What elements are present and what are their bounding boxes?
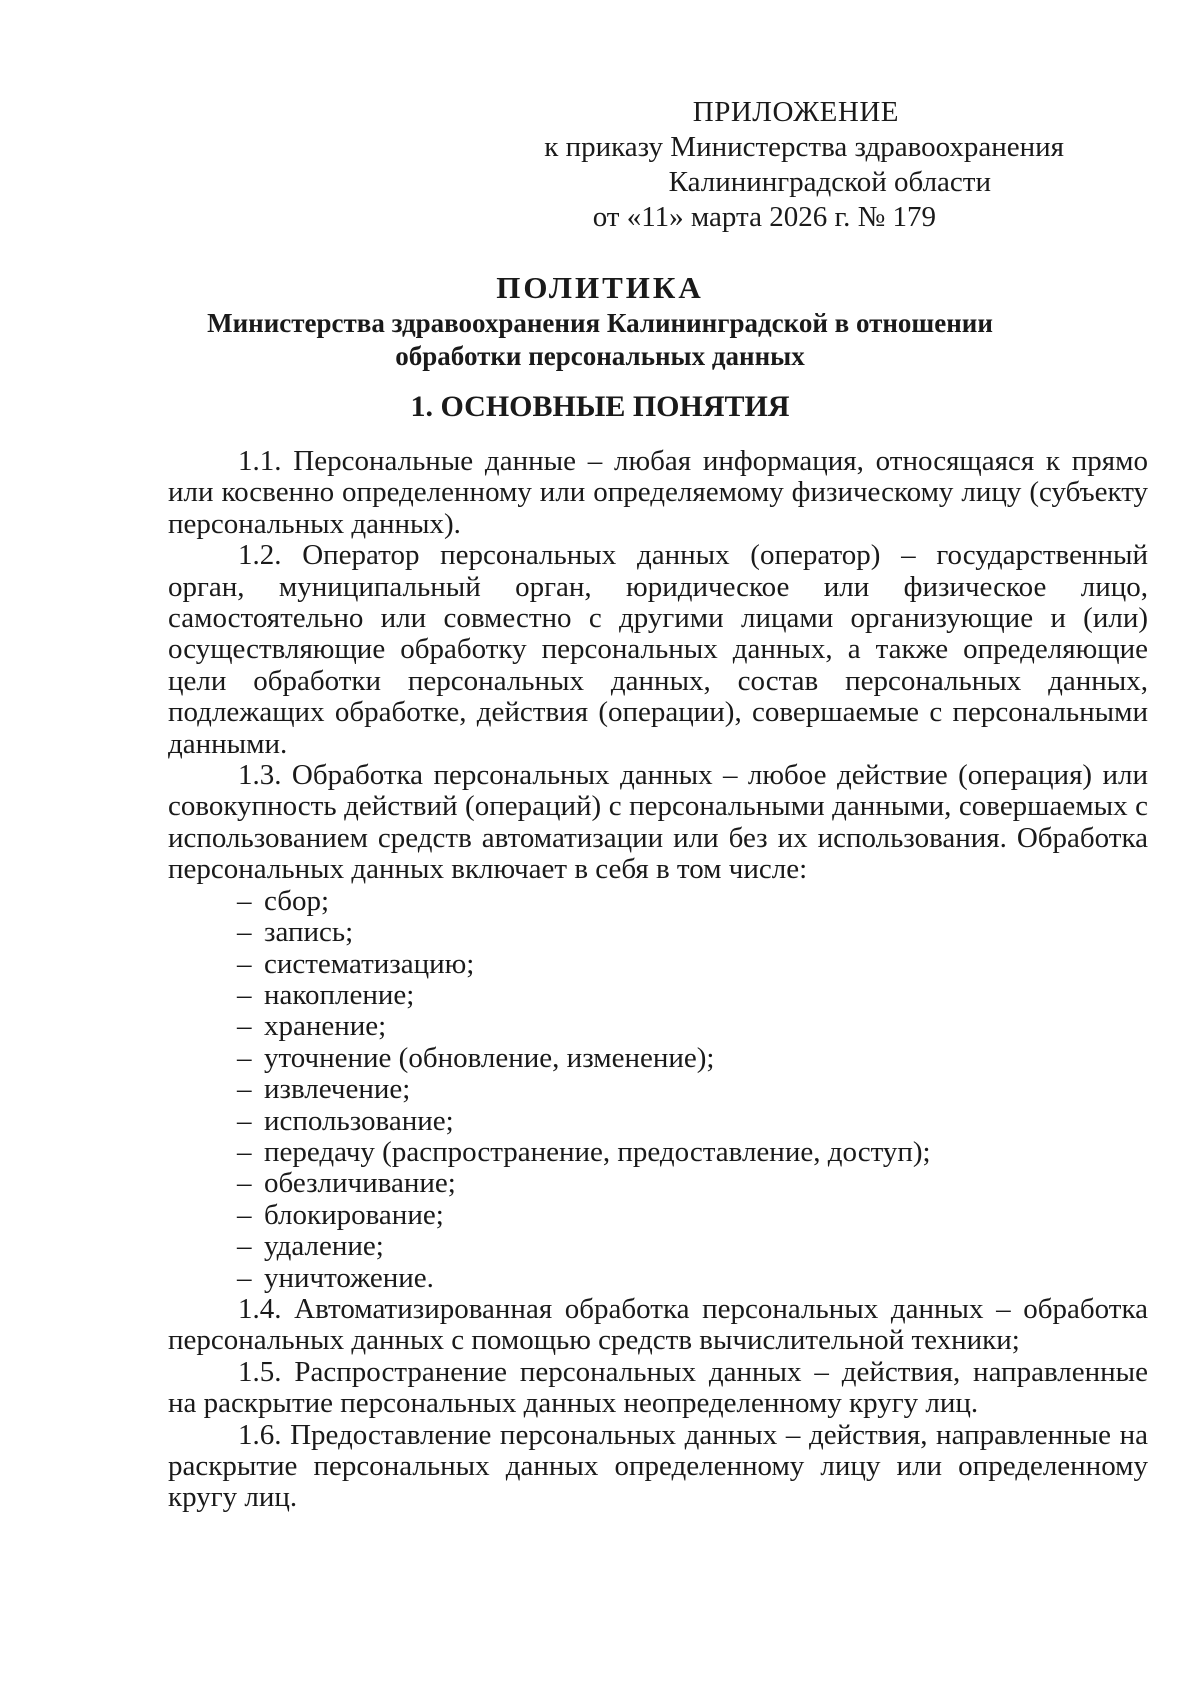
dash-marker: – [237, 1198, 252, 1231]
dash-marker: – [237, 1104, 252, 1137]
appendix-label: ПРИЛОЖЕНИЕ [692, 96, 899, 128]
dash-marker: – [237, 1261, 252, 1294]
dash-marker: – [237, 1073, 252, 1106]
list-item: – передачу (распространение, предоставление, доступ); [237, 1135, 931, 1168]
section-heading: 1. ОСНОВНЫЕ ПОНЯТИЯ [410, 390, 790, 423]
dash-marker: – [237, 916, 252, 949]
list-item: – извлечение; [237, 1073, 411, 1106]
list-item: – запись; [237, 916, 354, 949]
paragraph-1-6: 1.6. Предоставление персональных данных – действия, направленные на раскрытие персональных данных определенному лицу или определенному кругу лиц. [168, 1418, 1148, 1514]
dash-marker: – [237, 1010, 252, 1043]
appendix-block [535, 95, 1095, 235]
appendix-order-ref: к приказу Министерства здравоохранения [544, 131, 1064, 163]
dash-marker: – [237, 978, 252, 1011]
dash-marker: – [237, 1167, 252, 1200]
dash-marker: – [237, 884, 252, 917]
dash-marker: – [237, 1230, 252, 1263]
dash-marker: – [237, 947, 252, 980]
list-item: – накопление; [237, 978, 415, 1011]
list-item: – обезличивание; [237, 1167, 456, 1200]
dash-marker: – [237, 1041, 252, 1074]
list-item: – хранение; [237, 1010, 387, 1043]
list-item: – уничтожение. [237, 1261, 434, 1294]
paragraph-1-5: 1.5. Распространение персональных данных – действия, направленные на раскрытие персональных данных неопределенному кругу лиц. [168, 1355, 1148, 1420]
paragraph-1-4: 1.4. Автоматизированная обработка персональных данных – обработка персональных данных с помощью средств вычислительной техники; [168, 1292, 1148, 1357]
appendix-region: Калининградской области [668, 166, 991, 198]
list-item: – удаление; [237, 1230, 384, 1263]
list-item: – сбор; [237, 884, 330, 917]
list-item: – блокирование; [237, 1198, 444, 1231]
document-subtitle: Министерства здравоохранения Калининградской в отношении обработки персональных данных [207, 308, 993, 371]
appendix-date-number: от «11» марта 2026 г. № 179 [592, 201, 936, 233]
list-item: – уточнение (обновление, изменение); [237, 1041, 715, 1074]
list-item: – систематизацию; [237, 947, 475, 980]
document-title: ПОЛИТИКА [496, 270, 704, 305]
paragraph-1-2: 1.2. Оператор персональных данных (оператор) – государственный орган, муниципальный орган, юридическое или физическое лицо, самостоятельно или совместно с другими лицами организующие и (или) осуществляющие обработку персональных данных, а также определяющие цели обработки персональных данных, состав персональных данных, подлежащих обработке, действия (операции), совершаемые с персональными данными. [168, 539, 1148, 760]
processing-actions-list [168, 886, 1148, 1294]
list-item: – использование; [237, 1104, 454, 1137]
paragraph-1-3: 1.3. Обработка персональных данных – любое действие (операция) или совокупность действий (операций) с персональными данными, совершаемых с использованием средств автоматизации или без их использования. Обработка персональных данных включает в себя в том числе: [168, 759, 1148, 886]
dash-marker: – [237, 1135, 252, 1168]
document-body [168, 446, 1148, 1514]
paragraph-1-1: 1.1. Персональные данные – любая информация, относящаяся к прямо или косвенно определенному или определяемому физическому лицу (субъекту персональных данных). [168, 445, 1148, 540]
